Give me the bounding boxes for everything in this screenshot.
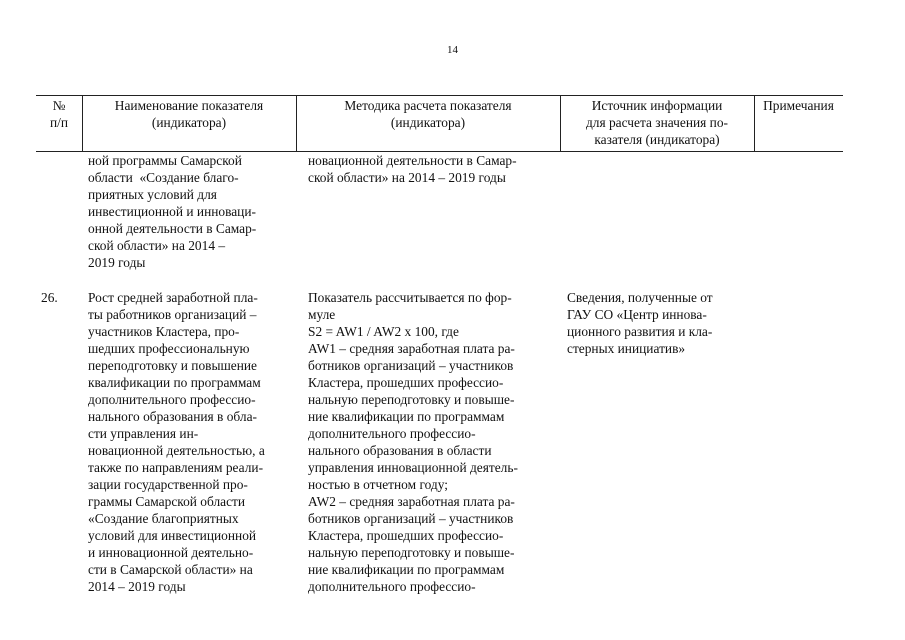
table-top-border — [36, 95, 843, 96]
header-text: для расчета значения по- — [585, 115, 728, 130]
cell-line: области «Создание благо- — [88, 170, 239, 185]
header-text: казателя (индикатора) — [594, 132, 720, 147]
cell-line: Рост средней заработной пла- — [88, 290, 258, 305]
cell-line: 2014 – 2019 годы — [88, 579, 186, 594]
cell-line: нальную переподготовку и повыше- — [308, 392, 515, 407]
cell-line: и инновационной деятельно- — [88, 545, 254, 560]
cell-line: дополнительного профессио- — [308, 426, 476, 441]
cell-line: нальную переподготовку и повыше- — [308, 545, 515, 560]
cell-line: новационной деятельностью, а — [88, 443, 265, 458]
cell-line: ботников организаций – участников — [308, 358, 514, 373]
cell-line: ГАУ СО «Центр иннова- — [567, 307, 707, 322]
row-26-num: 26. — [41, 290, 58, 305]
header-text: № — [52, 98, 66, 113]
cell-line: AW2 – средняя заработная плата ра- — [308, 494, 515, 509]
header-text: п/п — [49, 115, 69, 130]
cell-line: также по направлениям реали- — [88, 460, 264, 475]
cell-line: Кластера, прошедших профессио- — [308, 528, 504, 543]
header-text: (индикатора) — [390, 115, 466, 130]
cell-line: ной программы Самарской — [88, 153, 242, 168]
cell-line: нального образования в области — [308, 443, 492, 458]
cell-line: приятных условий для — [88, 187, 217, 202]
cell-line: ботников организаций – участников — [308, 511, 514, 526]
header-text: Примечания — [763, 98, 834, 113]
cell-line: граммы Самарской области — [88, 494, 246, 509]
cell-line: сти управления ин- — [88, 426, 199, 441]
cell-line: переподготовку и повышение — [88, 358, 257, 373]
cell-line: дополнительного профессио- — [308, 579, 476, 594]
cell-line: нального образования в обла- — [88, 409, 257, 424]
cell-line: онной деятельности в Самар- — [88, 221, 257, 236]
cell-line: инвестиционной и инноваци- — [88, 204, 256, 219]
cell-line: ской области» на 2014 – 2019 годы — [308, 170, 506, 185]
cell-line: условий для инвестиционной — [88, 528, 257, 543]
cell-line: участников Кластера, про- — [88, 324, 240, 339]
cell-line: управления инновационной деятель- — [308, 460, 518, 475]
header-text: Источник информации — [591, 98, 723, 113]
cell-line: «Создание благоприятных — [88, 511, 239, 526]
page-number: 14 — [447, 44, 458, 56]
cell-line: стерных инициатив» — [567, 341, 686, 356]
cell-line: сти в Самарской области» на — [88, 562, 253, 577]
cell-line: S2 = AW1 / AW2 х 100, где — [308, 324, 459, 339]
header-text: Методика расчета показателя — [344, 98, 512, 113]
cell-line: Показатель рассчитывается по фор- — [308, 290, 512, 305]
cell-line: ностью в отчетном году; — [308, 477, 448, 492]
cell-line: ние квалификации по программам — [308, 562, 505, 577]
table-header-bottom-border — [36, 151, 843, 152]
cell-line: ской области» на 2014 – — [88, 238, 226, 253]
row-26-notes-cell — [754, 290, 843, 306]
cell-line: муле — [308, 307, 336, 322]
cell-line: ционного развития и кла- — [567, 324, 713, 339]
cell-line: дополнительного профессио- — [88, 392, 256, 407]
cell-line: ние квалификации по программам — [308, 409, 505, 424]
cell-line: квалификации по программам — [88, 375, 261, 390]
header-text: (индикатора) — [151, 115, 227, 130]
cell-line: шедших профессиональную — [88, 341, 250, 356]
cell-line: AW1 – средняя заработная плата ра- — [308, 341, 515, 356]
cell-line: зации государственной про- — [88, 477, 248, 492]
cell-line: Сведения, полученные от — [567, 290, 713, 305]
cell-line: Кластера, прошедших профессио- — [308, 375, 504, 390]
header-text: Наименование показателя — [114, 98, 264, 113]
cell-line: 2019 годы — [88, 255, 146, 270]
cell-line: ты работников организаций – — [88, 307, 257, 322]
cell-line: новационной деятельности в Самар- — [308, 153, 517, 168]
